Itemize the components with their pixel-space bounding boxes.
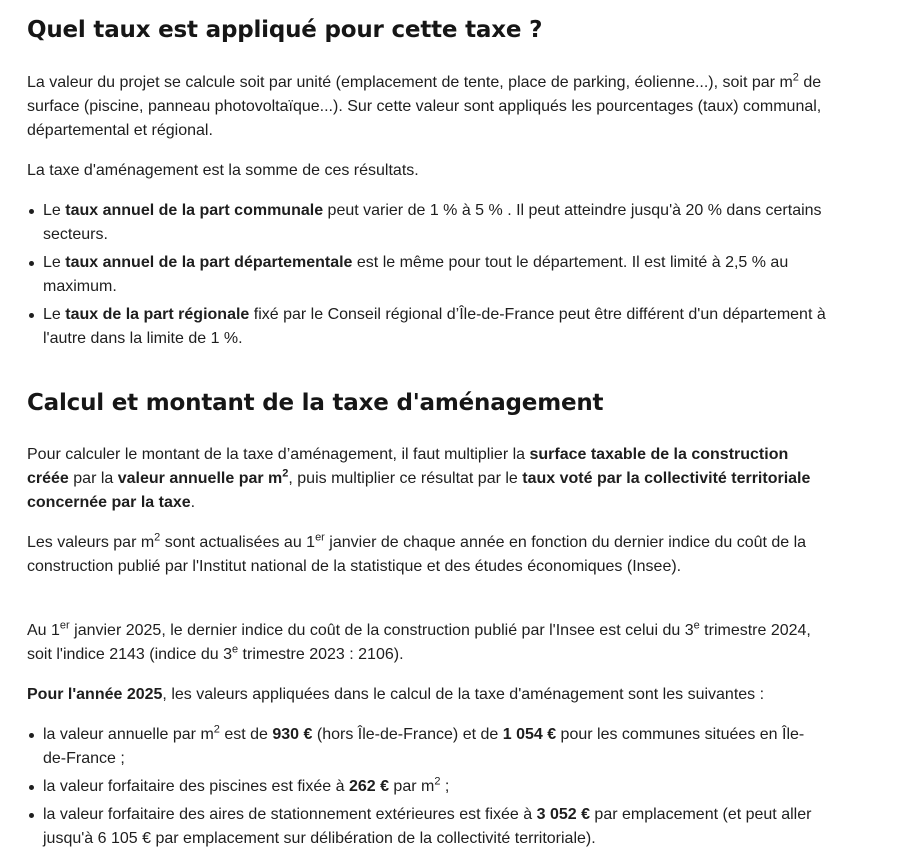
annee-paragraph — [27, 683, 827, 707]
section-title-taux: Quel taux est appliqué pour cette taxe ? — [27, 17, 543, 43]
b3-text-b: par emplacement (et peut aller jusqu'à 6 105 € par emplacement sur délibération de la collectivité territoriale). — [43, 806, 812, 847]
indice-paragraph — [27, 619, 827, 667]
b2-text-a: la valeur forfaitaire des piscines est fixée à — [43, 778, 349, 795]
bullet-post: peut varier de 1 % à 5 % . Il peut atteindre jusqu'à 20 % dans certains secteurs. — [43, 202, 822, 243]
p2-sup1: 2 — [154, 531, 161, 544]
list-item — [43, 723, 827, 771]
b1-value-930: 930 € — [272, 726, 313, 743]
bullet-pre: Le — [43, 202, 66, 219]
list-item — [43, 803, 827, 851]
bullet-bold: taux annuel de la part communale — [65, 202, 324, 219]
b1-text-d: pour les communes situées en Île-de-France ; — [43, 726, 805, 767]
p2-sup2: er — [315, 531, 325, 544]
b1-text-c: (hors Île-de-France) et de — [312, 726, 503, 743]
b3-text-a: la valeur forfaitaire des aires de stationnement extérieures est fixée à — [43, 806, 537, 823]
intro-text-b: de surface (piscine, panneau photovoltaïque...). Sur cette valeur sont appliqués les pourcentages (taux) communal, départemental et régional. — [27, 74, 822, 139]
list-item — [43, 251, 827, 299]
p2-text-b: sont actualisées au 1 — [160, 534, 316, 551]
p1-text-d: , puis multiplier ce résultat par le — [288, 470, 523, 487]
p3-text-d: trimestre 2023 : 2106). — [238, 646, 404, 663]
bullet-pre: Le — [43, 254, 66, 271]
intro-sup: 2 — [792, 71, 799, 84]
p1-text-c: par la — [68, 470, 118, 487]
actualisation-paragraph — [27, 531, 827, 579]
section-title-calcul: Calcul et montant de la taxe d'aménagement — [27, 390, 604, 416]
p1-bold-surface: surface taxable de la construction créée — [27, 446, 789, 487]
p3-sup2: e — [693, 619, 700, 632]
b2-value-262: 262 € — [348, 778, 389, 795]
b3-value-3052: 3 052 € — [536, 806, 590, 823]
sum-paragraph — [27, 159, 827, 183]
intro-paragraph — [27, 71, 827, 143]
p3-sup3: e — [231, 643, 239, 656]
p1-bold-taux: taux voté par la collectivité territoriale concernée par la taxe — [27, 470, 811, 511]
bullet-post: est le même pour tout le département. Il est limité à 2,5 % au maximum. — [43, 254, 789, 295]
bullet-bold: taux annuel de la part départementale — [65, 254, 353, 271]
p4-rest: , les valeurs appliquées dans le calcul de la taxe d'aménagement sont les suivantes : — [162, 686, 765, 703]
b1-text-b: est de — [219, 726, 273, 743]
p1-text-a: Pour calculer le montant de la taxe d’aménagement, il faut multiplier la — [27, 446, 530, 463]
list-item — [43, 775, 827, 799]
p1-sup: 2 — [282, 467, 289, 480]
list-item — [43, 199, 827, 247]
p3-text-b: janvier 2025, le dernier indice du coût de la construction publié par l'Insee est celui du 3 — [69, 622, 694, 639]
p4-bold: Pour l'année 2025 — [27, 686, 163, 703]
list-item — [43, 303, 827, 351]
b1-sup: 2 — [213, 723, 220, 736]
p2-text-a: Les valeurs par m — [27, 534, 155, 551]
p3-sup1: er — [59, 619, 70, 632]
p2-text-c: janvier de chaque année en fonction du dernier indice du coût de la construction publié par l'Institut national de la statistique et des études économiques (Insee). — [27, 534, 807, 575]
b2-sup: 2 — [434, 775, 441, 788]
p3-text-c: trimestre 2024, soit l'indice 2143 (indice du 3 — [27, 622, 811, 663]
bullet-post: fixé par le Conseil régional d’Île-de-France peut être différent d'un département à l'autre dans la limite de 1 %. — [43, 306, 826, 347]
b1-value-1054: 1 054 € — [502, 726, 557, 743]
b2-text-c: ; — [440, 778, 450, 795]
bullet-bold: taux de la part régionale — [65, 306, 250, 323]
rates-list — [27, 199, 827, 355]
b1-text-a: la valeur annuelle par m — [43, 726, 214, 743]
calcul-paragraph — [27, 443, 827, 515]
p3-text-a: Au 1 — [27, 622, 60, 639]
p1-text-e: . — [190, 494, 196, 511]
b2-text-b: par m — [388, 778, 435, 795]
p1-bold-valeur: valeur annuelle par m — [117, 470, 283, 487]
bullet-pre: Le — [43, 306, 66, 323]
intro-text-a: La valeur du projet se calcule soit par unité (emplacement de tente, place de parking, éolienne...), soit par m — [27, 74, 793, 91]
valeurs-list — [27, 723, 827, 855]
sum-text: La taxe d'aménagement est la somme de ces résultats. — [27, 162, 419, 179]
